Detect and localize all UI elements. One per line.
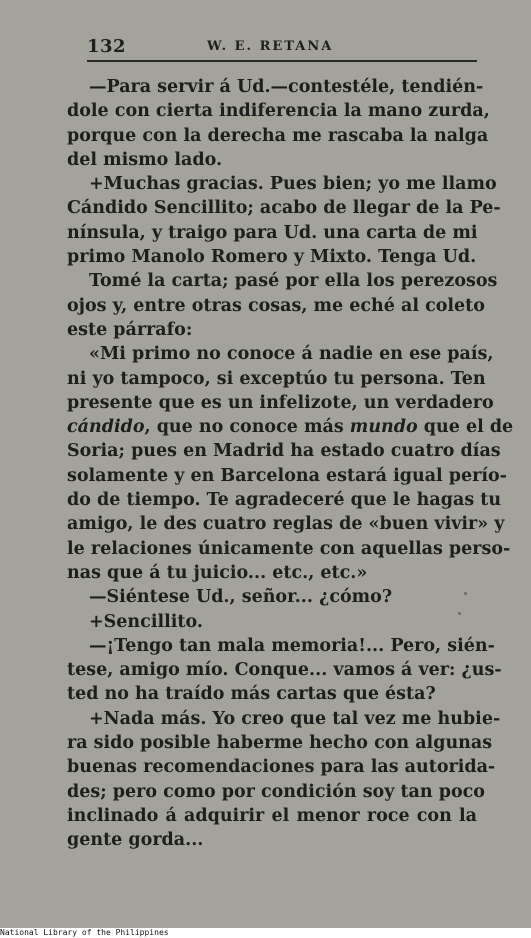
text-line: primo Manolo Romero y Mixto. Tenga Ud. (67, 247, 477, 268)
text-line: este párrafo: (67, 319, 193, 340)
text-line: —Para servir á Ud.—contestéle, tendién- (89, 77, 484, 97)
text-line: buenas recomendaciones para las autorida- (67, 757, 496, 778)
text-line: Cándido Sencillito; acabo de llegar de la Pe- (67, 198, 501, 219)
header-rule (87, 60, 477, 62)
text-line: —¡Tengo tan mala memoria!... Pero, sién- (89, 635, 495, 656)
text-line: +Muchas gracias. Pues bien; yo me llamo (89, 174, 497, 195)
footer-credit: National Library of the Philippines (0, 928, 169, 937)
text-line: cándido, que no conoce más mundo que el de (67, 417, 514, 438)
paper-speck (458, 612, 461, 615)
text-line: ted no ha traído más cartas que ésta? (67, 684, 436, 705)
text-line: amigo, le des cuatro reglas de «buen vivir» y (67, 514, 505, 535)
text-line: do de tiempo. Te agradeceré que le hagas tu (67, 490, 502, 511)
text-line: ra sido posible haberme hecho con algunas (67, 733, 493, 754)
text-line: inclinado á adquirir el menor roce con la (67, 805, 477, 826)
text-line: ojos y, entre otras cosas, me eché al coleto (67, 295, 485, 316)
text-line: porque con la derecha me rascaba la nalga (67, 125, 489, 146)
body-text (67, 75, 514, 853)
page-header (87, 36, 477, 56)
text-line: +Nada más. Yo creo que tal vez me hubie- (89, 708, 501, 729)
text-line: tese, amigo mío. Conque... vamos á ver: ¿us- (67, 660, 502, 681)
text-line: nínsula, y traigo para Ud. una carta de mi (67, 222, 478, 243)
paper-speck (464, 592, 467, 595)
text-line: dole con cierta indiferencia la mano zurda, (67, 101, 490, 122)
text-line: gente gorda... (67, 830, 204, 851)
text-line: presente que es un infelizote, un verdadero (67, 392, 494, 413)
text-line: del mismo lado. (67, 149, 223, 170)
text-line: Tomé la carta; pasé por ella los perezosos (89, 271, 498, 292)
text-line: —Siéntese Ud., señor... ¿cómo? (89, 587, 393, 608)
text-line: nas que á tu juicio... etc., etc.» (67, 562, 368, 583)
text-line: le relaciones únicamente con aquellas perso- (67, 538, 511, 559)
footer-bar (0, 928, 531, 938)
text-line: Soria; pues en Madrid ha estado cuatro días (67, 441, 501, 462)
text-line: solamente y en Barcelona estará igual perío- (67, 465, 507, 486)
running-head: W. E. RETANA (207, 39, 334, 54)
text-line: +Sencillito. (89, 611, 203, 632)
text-line: «Mi primo no conoce á nadie en ese país, (89, 344, 494, 365)
text-line: des; pero como por condición soy tan poco (67, 781, 485, 802)
page-number: 132 (87, 36, 127, 57)
text-line: ni yo tampoco, si exceptúo tu persona. Ten (67, 368, 486, 389)
